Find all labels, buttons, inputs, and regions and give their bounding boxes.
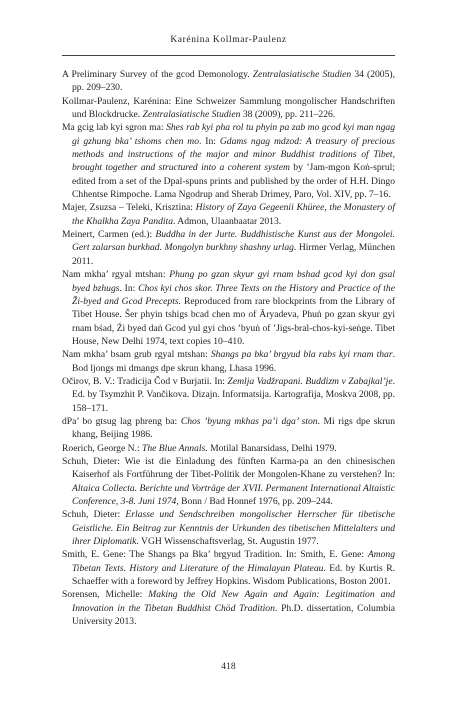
- bibliography-entry: [62, 375, 395, 415]
- entry-text: , Bonn / Bad Honnef 1976, pp. 209–244.: [176, 496, 333, 507]
- entry-text: . Bod ljongs mi dmangs dpe skrun khang, Lhasa 1996.: [72, 349, 395, 374]
- running-head: Karénina Kollmar-Paulenz: [170, 35, 287, 45]
- entry-text: Roerich, George N.:: [62, 442, 143, 454]
- bibliography-entry: [62, 548, 395, 588]
- entry-text: . Ed. by Kurtis R. Schaeffer with a foreword by Jeffrey Hopkins. Wisdom Publications, Boston 2001.: [72, 562, 395, 588]
- entry-text: Smith, E. Gene: The Shangs pa Bka’ brgyud Tradition. In: Smith, E. Gene:: [62, 549, 368, 561]
- entry-title-text: Zemlja Vadžrapani. Buddizm v Zabajkal’je: [227, 375, 393, 387]
- entry-text: Nam mkha’ bsam grub rgyal mtshan:: [62, 349, 211, 361]
- entry-title-text: Shangs pa bka’ brgyud bla rabs kyi rnam thar: [210, 349, 393, 361]
- entry-title-text: Erlasse und Sendschreiben mongolischer Herrscher für tibetische Geistliche. Ein Beitrag zur Kenntnis der Urkunden des tibetischen Mittelalters und ihrer Diplomatik: [72, 509, 395, 548]
- entry-text: . In:: [199, 135, 220, 147]
- entry-text: . VGH Wissenschaftsverlag, St. Augustin 1977.: [136, 536, 319, 548]
- entry-title-text: Shes rab kyi pha rol tu phyin pa zab mo gcod kyi man ngag gi gzhung bka’ tshoms chen mo: [72, 122, 395, 147]
- bibliography-entry: [62, 415, 395, 442]
- entry-title-text: Altaica Collecta. Berichte und Vorträge der XVII. Permanent International Altaistic Conference, 3-8. Juni 1974: [72, 482, 395, 507]
- entry-text: Majer, Zsuzsa – Teleki, Krisztina:: [62, 202, 196, 214]
- entry-text: by ’Jam-mgon Koṅ-sprul; edited from a set of the Dpal-spuns prints and published by the order of H.H. Dingo Chhentse Rimpoche. Lama Ngodrup and Sherab Drimey, Paro, Vol. XIV, pp. 7–16.: [72, 162, 395, 201]
- entry-title-text: Making the Old New Again and Again: Legitimation and Innovation in the Tibetan Buddhist Chöd Tradition: [72, 589, 395, 614]
- bibliography-list: [62, 68, 395, 628]
- entry-title-text: Zentralasiatische Studien: [142, 109, 241, 121]
- entry-text: 34 (2005), pp. 209–230.: [72, 69, 395, 94]
- entry-text: Schuh, Dieter: Wie ist die Einladung des fünften Karma-pa an den chinesischen Kaiserhof als Fortführung der Tibet-Politik der Mongolen-Khane zu verstehen? In:: [62, 455, 395, 481]
- entry-text: Nam mkha’ rgyal mtshan:: [62, 269, 170, 281]
- bibliography-entry: [62, 455, 395, 508]
- entry-text: Schuh, Dieter:: [62, 509, 126, 521]
- bibliography-entry: [62, 68, 395, 95]
- entry-text: . Mi rigs dpe skrun khang, Beijing 1986.: [72, 415, 396, 441]
- bibliography-entry: [62, 121, 395, 201]
- entry-title-text: Chos kyi chos skor. Three Texts on the History and Practice of the Ži-byed and Gcod Precepts.: [72, 282, 395, 307]
- entry-text: . In:: [119, 282, 139, 294]
- entry-text: Ma gcig lab kyi sgron ma:: [62, 122, 167, 134]
- entry-text: Hirmer Verlag, München 2011.: [72, 242, 395, 267]
- entry-text: . Ph.D. dissertation, Columbia University 2013.: [72, 602, 395, 628]
- header-rule: [62, 55, 395, 56]
- entry-text: . Ed. by Tsymzhit P. Vančikova. Dizajn. Informatsija. Kartografija, Moskva 2008, pp. 158–171.: [72, 375, 395, 414]
- bibliography-entry: [62, 588, 395, 628]
- entry-text: dPa’ bo gtsug lag phreng ba:: [62, 415, 181, 427]
- page-number: 418: [221, 661, 236, 672]
- entry-title-text: Phung po gzan skyur gyi rnam bshad gcod kyi don gsal byed bzhugs: [72, 269, 395, 294]
- entry-text: 38 (2009), pp. 211–226.: [240, 109, 336, 121]
- entry-title-text: Buddha in der Jurte. Buddhistische Kunst aus der Mongolei. Gert zalarsan burkhad. Mongolyn burkhny shashny urlag.: [72, 229, 395, 254]
- entry-text: Očirov, B. V.: Tradicija Čod v Burjatii. In:: [62, 375, 228, 387]
- entry-text: A Preliminary Survey of the gcod Demonology.: [62, 69, 253, 80]
- entry-text: Kollmar-Paulenz, Karénina: Eine Schweizer Sammlung mongolischer Handschriften und Blockdrucke.: [62, 95, 395, 121]
- bibliography-entry: [62, 508, 395, 548]
- bibliography-entry: [62, 348, 395, 375]
- entry-title-text: Chos ’byung mkhas pa’i dga’ ston: [180, 415, 318, 427]
- entry-title-text: Among Tibetan Texts. History and Literature of the Himalayan Plateau: [72, 549, 395, 574]
- entry-text: Motilal Banarsidass, Delhi 1979.: [207, 442, 337, 454]
- bibliography-entry: [62, 268, 395, 348]
- entry-text: Reproduced from rare blockprints from the Library of Tibet House. Šer phyin tshigs bcad chen mo of Āryadeva, Phuṅ po gzan skyur gyi rnam bśad, Źi byed daṅ Gcod yul gyi chos ’byuṅ of ’Jigs-bral-chos-kyi-seṅge. Tibet House, New Delhi 1974, text copies 10–410.: [72, 295, 396, 347]
- entry-title-text: Zentralasiatische Studien: [252, 69, 352, 80]
- bibliography-entry: [62, 95, 395, 122]
- entry-text: Sorensen, Michelle:: [62, 589, 149, 601]
- entry-text: Meinert, Carmen (ed.):: [62, 229, 156, 241]
- entry-title-text: Gdams ngag mdzod: A treasury of precious methods and instructions of the major and minor Buddhist traditions of Tibet, brought together and structured into a coherent system: [72, 135, 395, 174]
- entry-title-text: History of Zaya Gegeenii Khüree, the Monastery of the Khalkha Zaya Pandita: [72, 202, 395, 227]
- bibliography-entry: [62, 228, 395, 268]
- bibliography-entry: [62, 442, 395, 455]
- entry-title-text: The Blue Annals.: [142, 442, 208, 454]
- entry-text: . Admon, Ulaanbaatar 2013.: [173, 215, 282, 227]
- bibliography-entry: [62, 201, 395, 228]
